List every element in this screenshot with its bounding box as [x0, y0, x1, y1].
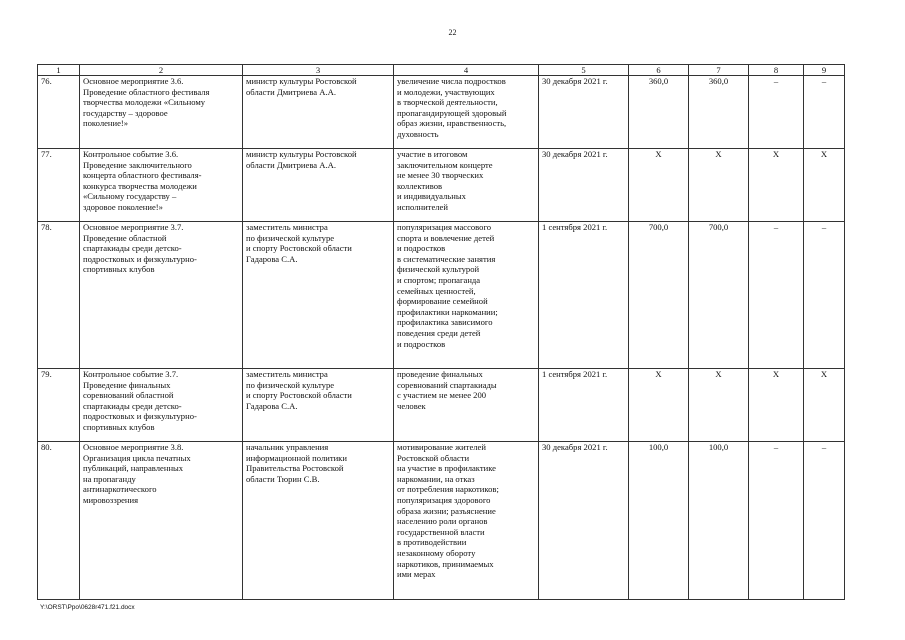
- value-cell: –: [749, 442, 804, 600]
- row-number: 77.: [38, 149, 80, 222]
- result-cell: проведение финальных соревнований спартакиады с участием не менее 200 человек: [394, 369, 539, 442]
- value-cell: 700,0: [629, 222, 689, 369]
- date-cell: 1 сентября 2021 г.: [539, 222, 629, 369]
- value-cell: X: [749, 149, 804, 222]
- file-path-footer: Y:\ORST\Ppo\0628r471.f21.docx: [40, 604, 135, 611]
- date-cell: 1 сентября 2021 г.: [539, 369, 629, 442]
- responsible-cell: заместитель министра по физической культуре и спорту Ростовской области Гадарова С.А.: [243, 222, 394, 369]
- date-cell: 30 декабря 2021 г.: [539, 76, 629, 149]
- value-cell: X: [629, 369, 689, 442]
- value-cell: X: [749, 369, 804, 442]
- column-header: 4: [394, 65, 539, 76]
- value-cell: 360,0: [689, 76, 749, 149]
- column-header: 7: [689, 65, 749, 76]
- value-cell: 360,0: [629, 76, 689, 149]
- value-cell: X: [629, 149, 689, 222]
- value-cell: 100,0: [689, 442, 749, 600]
- responsible-cell: начальник управления информационной политики Правительства Ростовской области Тюрин С.В.: [243, 442, 394, 600]
- table-row: [38, 222, 845, 369]
- column-number-row: [38, 65, 845, 76]
- page-number: 22: [448, 28, 457, 37]
- event-cell: Основное мероприятие 3.6. Проведение областного фестиваля творчества молодежи «Сильному государству – здоровое поколение!»: [80, 76, 243, 149]
- responsible-cell: министр культуры Ростовской области Дмитриева А.А.: [243, 149, 394, 222]
- column-header: 1: [38, 65, 80, 76]
- result-cell: участие в итоговом заключительном концерте не менее 30 творческих коллективов и индивидуальных исполнителей: [394, 149, 539, 222]
- responsible-cell: министр культуры Ростовской области Дмитриева А.А.: [243, 76, 394, 149]
- result-cell: мотивирование жителей Ростовской области на участие в профилактике наркомании, на отказ от потребления наркотиков; популяризация здорового образа жизни; разъяснение населению роли органов государственной власти в противодействии незаконному обороту наркотиков, принимаемых ими мерах: [394, 442, 539, 600]
- value-cell: X: [689, 369, 749, 442]
- table-row: [38, 442, 845, 600]
- row-number: 76.: [38, 76, 80, 149]
- measures-table: [37, 64, 845, 600]
- column-header: 3: [243, 65, 394, 76]
- column-header: 6: [629, 65, 689, 76]
- event-cell: Контрольное событие 3.7. Проведение финальных соревнований областной спартакиады среди детско- подростковых и физкультурно- спортивных клубов: [80, 369, 243, 442]
- event-cell: Основное мероприятие 3.7. Проведение областной спартакиады среди детско- подростковых и физкультурно- спортивных клубов: [80, 222, 243, 369]
- value-cell: X: [804, 149, 845, 222]
- value-cell: –: [749, 222, 804, 369]
- value-cell: –: [749, 76, 804, 149]
- table-row: [38, 369, 845, 442]
- value-cell: X: [804, 369, 845, 442]
- event-cell: Контрольное событие 3.6. Проведение заключительного концерта областного фестиваля- конкурса творчества молодежи «Сильному государству – здоровое поколение!»: [80, 149, 243, 222]
- value-cell: –: [804, 76, 845, 149]
- column-header: 8: [749, 65, 804, 76]
- value-cell: X: [689, 149, 749, 222]
- table-row: [38, 149, 845, 222]
- value-cell: 100,0: [629, 442, 689, 600]
- row-number: 78.: [38, 222, 80, 369]
- result-cell: увеличение числа подростков и молодежи, участвующих в творческой деятельности, пропагандирующей здоровый образ жизни, нравственность, духовность: [394, 76, 539, 149]
- result-cell: популяризация массового спорта и вовлечение детей и подростков в систематические занятия физической культурой и спортом; пропаганда семейных ценностей, формирование семейной профилактики наркомании; профилактика зависимого поведения среди детей и подростков: [394, 222, 539, 369]
- value-cell: 700,0: [689, 222, 749, 369]
- row-number: 80.: [38, 442, 80, 600]
- column-header: 2: [80, 65, 243, 76]
- table-row: [38, 76, 845, 149]
- column-header: 9: [804, 65, 845, 76]
- value-cell: –: [804, 222, 845, 369]
- column-header: 5: [539, 65, 629, 76]
- event-cell: Основное мероприятие 3.8. Организация цикла печатных публикаций, направленных на пропаганду антинаркотического мировоззрения: [80, 442, 243, 600]
- value-cell: –: [804, 442, 845, 600]
- date-cell: 30 декабря 2021 г.: [539, 442, 629, 600]
- responsible-cell: заместитель министра по физической культуре и спорту Ростовской области Гадарова С.А.: [243, 369, 394, 442]
- date-cell: 30 декабря 2021 г.: [539, 149, 629, 222]
- row-number: 79.: [38, 369, 80, 442]
